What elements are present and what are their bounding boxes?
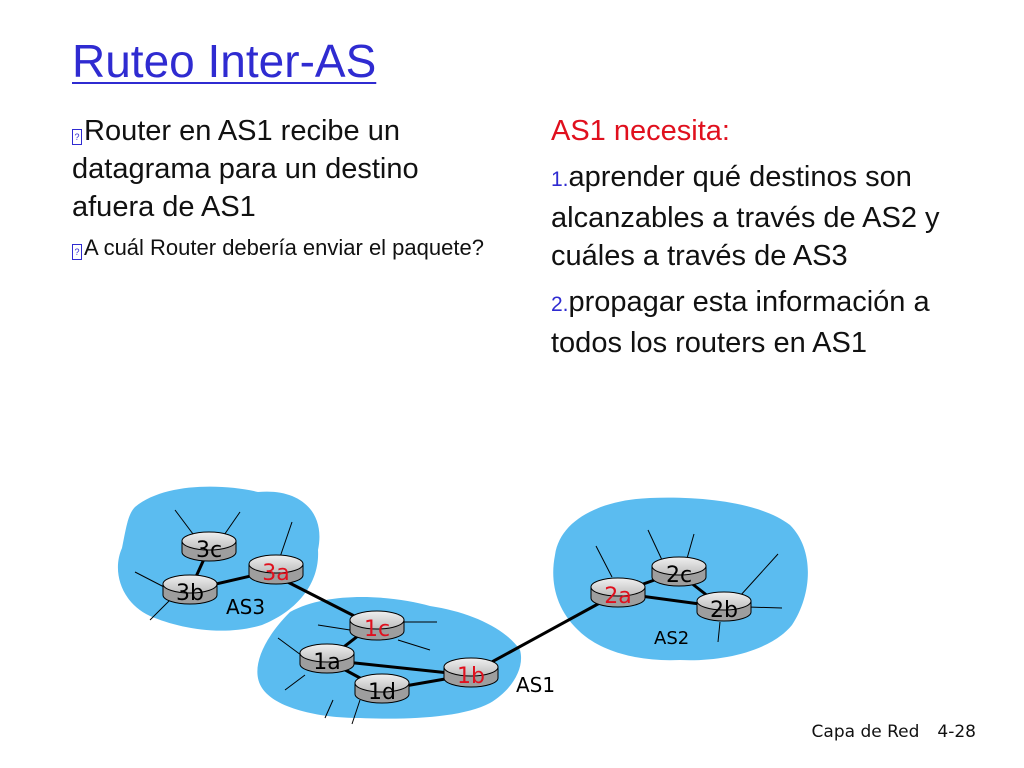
bullet-icon: ?: [72, 129, 82, 145]
slide-title: Ruteo Inter-AS: [72, 35, 377, 87]
footer-page-number: 4-28: [937, 722, 976, 742]
router-1b: [444, 658, 498, 689]
router-label: 3a: [262, 561, 290, 586]
right-heading: AS1 necesita:: [551, 115, 730, 147]
router-1a: [300, 644, 354, 675]
left-bullet-1-text: Router en AS1 recibe un datagrama para un destino afuera de AS1: [72, 115, 419, 223]
bullet-icon: ?: [72, 244, 82, 260]
router-3a: [249, 555, 303, 586]
router-2b: [697, 592, 751, 623]
item-number: 2.: [551, 293, 569, 316]
router-label: 2c: [665, 563, 693, 588]
right-item-1-text: aprender qué destinos son alcanzables a través de AS2 y cuáles a través de AS3: [551, 161, 940, 272]
router-2c: [652, 557, 706, 588]
router-label: 2b: [710, 598, 738, 623]
router-label: 1d: [368, 680, 396, 705]
router-2a: [591, 578, 645, 609]
router-3c: [182, 532, 236, 563]
router-1c: [350, 611, 404, 642]
slide-footer: [794, 722, 976, 742]
right-item-2-text: propagar esta información a todos los routers en AS1: [551, 286, 930, 359]
left-bullet-2-text: A cuál Router debería enviar el paquete?: [84, 235, 484, 260]
as1-label: AS1: [516, 673, 556, 697]
router-label: 1c: [363, 617, 391, 642]
router-label: 3c: [195, 538, 223, 563]
router-label: 3b: [176, 581, 204, 606]
router-label: 2a: [604, 584, 632, 609]
as3-label: AS3: [226, 595, 266, 619]
item-number: 1.: [551, 168, 569, 191]
footer-section: Capa de Red: [811, 722, 920, 742]
router-label: 1b: [457, 664, 485, 689]
as2-label: AS2: [654, 628, 690, 649]
router-label: 1a: [313, 650, 341, 675]
router-1d: [355, 674, 409, 705]
router-3b: [163, 575, 217, 606]
